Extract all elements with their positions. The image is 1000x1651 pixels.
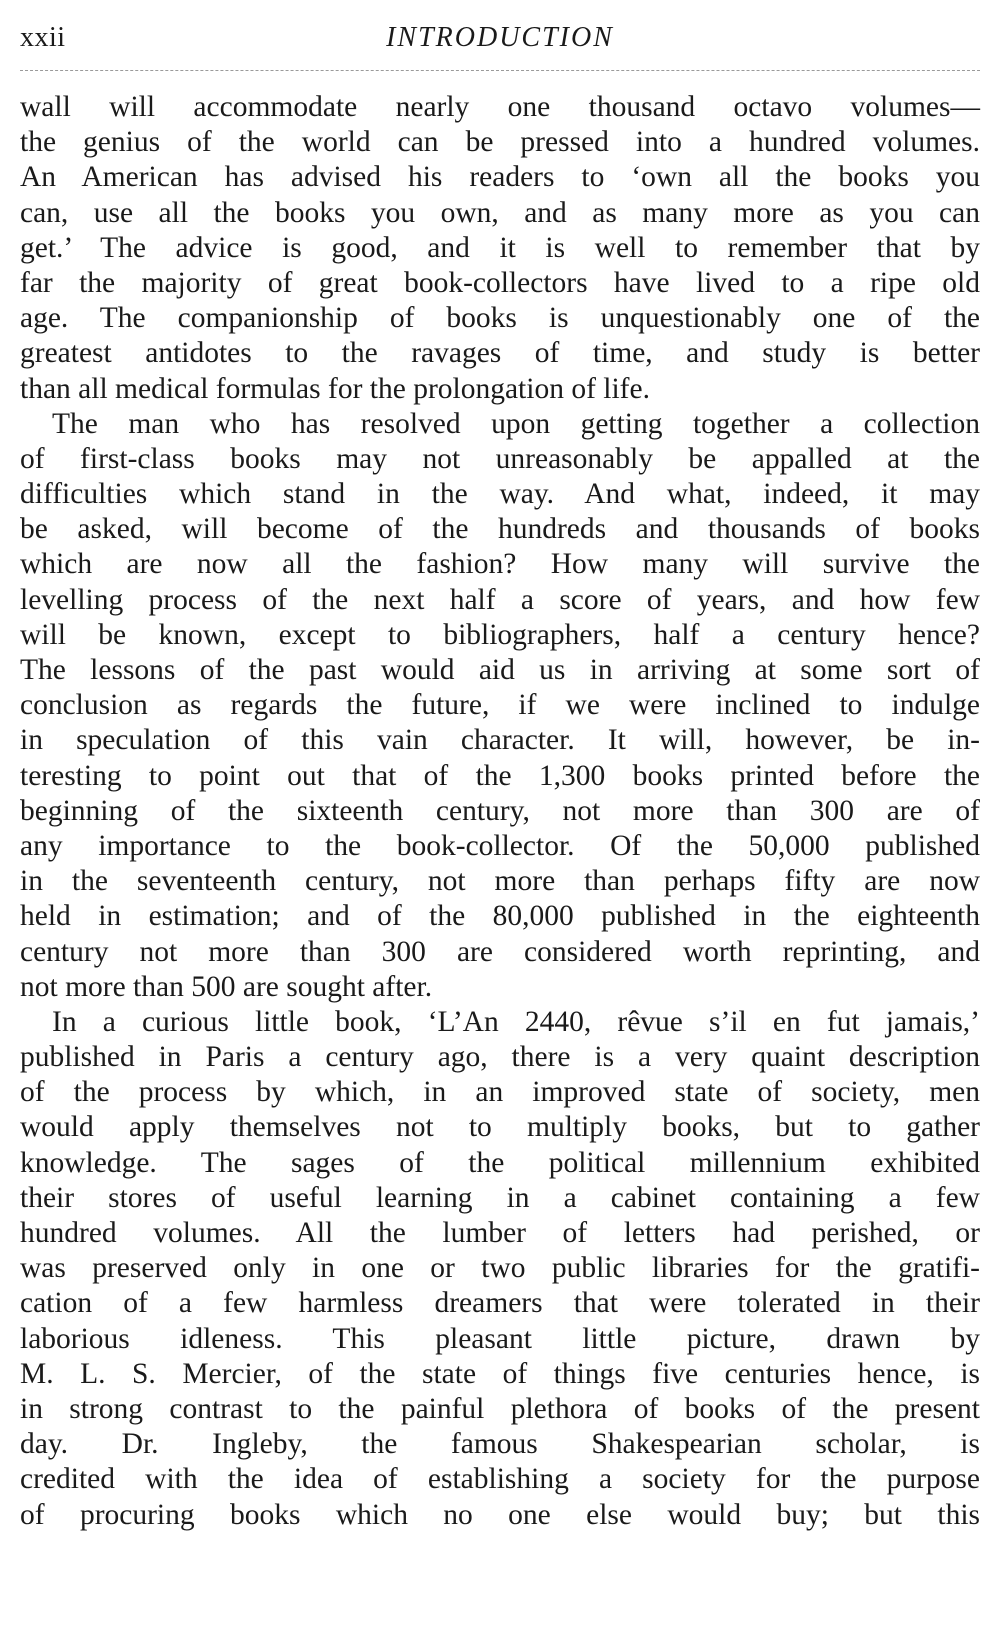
text-line: in speculation of this vain character. It will, however, be in- — [20, 724, 980, 757]
text-line: of the process by which, in an improved state of society, men — [20, 1076, 980, 1109]
header-rule — [20, 70, 980, 71]
text-line: of first-class books may not unreasonably be appalled at the — [20, 442, 980, 475]
text-line: which are now all the fashion? How many will survive the — [20, 548, 980, 581]
body-text — [20, 90, 980, 1533]
text-line: their stores of useful learning in a cabinet containing a few — [20, 1181, 980, 1214]
text-line: beginning of the sixteenth century, not more than 300 are of — [20, 794, 980, 827]
text-line: credited with the idea of establishing a society for the purpose — [20, 1463, 980, 1496]
page-number: xxii — [20, 22, 66, 53]
text-line: laborious idleness. This pleasant little picture, drawn by — [20, 1322, 980, 1355]
text-line: An American has advised his readers to ‘own all the books you — [20, 161, 980, 194]
paragraph-start-line: In a curious little book, ‘L’An 2440, rêvue s’il en fut jamais,’ — [52, 1005, 980, 1038]
text-line: was preserved only in one or two public libraries for the gratifi- — [20, 1252, 980, 1285]
text-line: conclusion as regards the future, if we were inclined to indulge — [20, 689, 980, 722]
text-line: held in estimation; and of the 80,000 published in the eighteenth — [20, 900, 980, 933]
paragraph-end-line: than all medical formulas for the prolongation of life. — [20, 372, 650, 405]
text-line: can, use all the books you own, and as many more as you can — [20, 196, 980, 229]
page-header — [20, 18, 980, 62]
text-line: hundred volumes. All the lumber of letters had perished, or — [20, 1217, 980, 1249]
text-line: M. L. S. Mercier, of the state of things five centuries hence, is — [20, 1357, 980, 1390]
text-line: will be known, except to bibliographers, half a century hence? — [20, 618, 980, 651]
text-line: levelling process of the next half a score of years, and how few — [20, 583, 980, 616]
text-line: century not more than 300 are considered worth reprinting, and — [20, 935, 980, 968]
text-line: greatest antidotes to the ravages of time, and study is better — [20, 337, 980, 370]
text-line: difficulties which stand in the way. And what, indeed, it may — [20, 478, 980, 511]
text-line: in the seventeenth century, not more than perhaps fifty are now — [20, 865, 980, 898]
text-line: the genius of the world can be pressed into a hundred volumes. — [20, 126, 980, 159]
paragraph-end-line: not more than 500 are sought after. — [20, 970, 433, 1003]
text-line: would apply themselves not to multiply books, but to gather — [20, 1111, 980, 1144]
text-line: The lessons of the past would aid us in arriving at some sort of — [20, 654, 980, 686]
running-title: INTRODUCTION — [386, 22, 614, 53]
text-line: cation of a few harmless dreamers that were tolerated in their — [20, 1287, 980, 1320]
text-line: wall will accommodate nearly one thousand octavo volumes— — [20, 91, 980, 123]
text-line: day. Dr. Ingleby, the famous Shakespearian scholar, is — [20, 1428, 980, 1461]
paragraph-start-line: The man who has resolved upon getting together a collection — [52, 407, 980, 440]
text-line: of procuring books which no one else would buy; but this — [20, 1498, 980, 1531]
text-line: knowledge. The sages of the political millennium exhibited — [20, 1146, 980, 1179]
text-line: in strong contrast to the painful plethora of books of the present — [20, 1392, 980, 1425]
text-line: far the majority of great book-collectors have lived to a ripe old — [20, 266, 980, 299]
text-line: be asked, will become of the hundreds and thousands of books — [20, 513, 980, 546]
text-line: published in Paris a century ago, there is a very quaint description — [20, 1041, 980, 1074]
text-line: age. The companionship of books is unquestionably one of the — [20, 302, 980, 335]
text-line: get.’ The advice is good, and it is well to remember that by — [20, 231, 980, 264]
text-line: any importance to the book-collector. Of the 50,000 published — [20, 829, 980, 862]
text-line: teresting to point out that of the 1,300 books printed before the — [20, 759, 980, 792]
